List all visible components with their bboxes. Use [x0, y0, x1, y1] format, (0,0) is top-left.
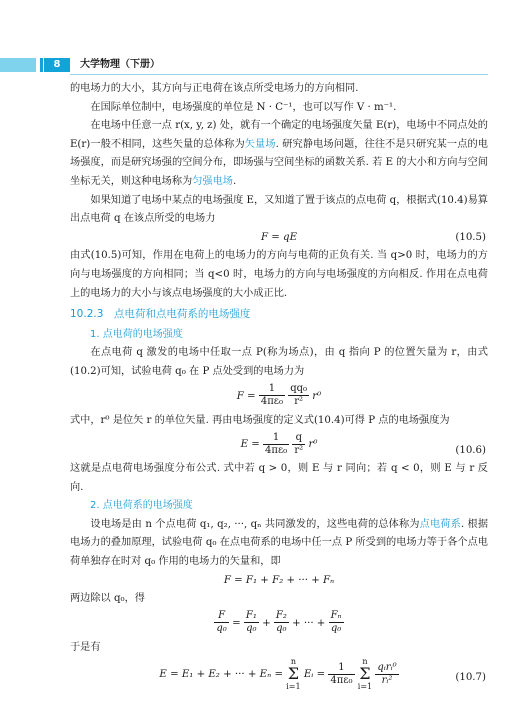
numerator: 1 — [328, 662, 354, 675]
equation-10-6 — [70, 430, 488, 460]
denominator: r² — [294, 396, 304, 407]
equation-number: (10.6) — [455, 445, 486, 457]
equation-force — [70, 382, 488, 412]
fraction — [259, 383, 285, 408]
section-heading: 10.2.3 点电荷和点电荷系的电场强度 — [70, 308, 251, 321]
paragraph: 如果知道了电场中某点的电场强度 E，又知道了置于该点的点电荷 q，根据式(10.4)易算出点电荷 q 在该点所受的电场力 — [70, 194, 488, 225]
sum-term: Eᵢ — [303, 669, 314, 681]
page-number: 8 — [44, 58, 70, 72]
sum-upper: n — [290, 657, 296, 667]
header-rule — [70, 74, 488, 75]
numerator: 1 — [263, 432, 289, 445]
term-uniform-field: 匀强电场 — [192, 175, 233, 187]
operator: + ··· + — [292, 617, 326, 629]
denominator: q₀ — [330, 623, 342, 635]
fraction — [375, 662, 398, 687]
denominator: r² — [294, 444, 304, 456]
eq-lhs: F = — [236, 390, 256, 402]
subsection-heading: 1. 点电荷的电场强度 — [90, 328, 183, 340]
fraction — [328, 662, 354, 687]
operator: = — [232, 617, 241, 629]
denominator: 4πε₀ — [330, 674, 353, 686]
text: 在电场中任意一点 r(x, y, z) 处，就有一个确定的电场强度矢量 E(r)，电场中不同点处的 E(r)一般不相同，这些矢量的总体称为 — [70, 120, 488, 150]
summation: n Σ i=1 — [286, 657, 301, 692]
operator: + — [262, 617, 271, 629]
equation-10-5 — [70, 229, 488, 248]
operator: = — [316, 669, 326, 681]
text: . 根据电场力的叠加原理，试验电荷 q₀ 在点电荷系的电场中任一点 P 所受到的电场力等于各个点电荷单独存在时对 q₀ 作用的电场力的矢量和，即 — [70, 518, 489, 568]
paragraph — [70, 516, 488, 572]
denominator: rᵢ² — [381, 674, 393, 686]
fraction — [244, 610, 259, 635]
paragraph: 在点电荷 q 激发的电场中任取一点 P(称为场点)，由 q 指向 P 的位置矢量为 r，由式(10.2)可知，试验电荷 q₀ 在 P 点处受到的电场力为 — [70, 347, 488, 377]
text: . — [233, 175, 237, 187]
denominator: 4πε₀ — [265, 444, 288, 456]
page-body — [70, 80, 488, 691]
denominator: 4πε₀ — [260, 396, 283, 407]
denominator: q₀ — [216, 623, 227, 635]
equation-10-7 — [70, 657, 488, 691]
text: . 研究静电场问题，往往不是只研究某一点的电场强度，而是研究场强的空间分布，即场强与空间坐标的函数关系. 若 E 的大小和方向与空间坐标无关，则这种电场称为 — [70, 138, 488, 187]
paragraph — [70, 117, 488, 191]
term-charge-system: 点电荷系 — [419, 518, 461, 530]
equation-divided — [70, 609, 488, 639]
sum-lower: i=1 — [286, 682, 301, 692]
paragraph: 的电场力的大小，其方向与正电荷在该点所受电场力的方向相同. — [70, 83, 359, 94]
header-accent-stripe — [0, 58, 36, 72]
paragraph: 这就是点电荷电场强度分布公式. 式中若 q > 0，则 E 与 r 同向；若 q < 0，则 E 与 r 反向. — [70, 463, 488, 493]
sum-upper: n — [362, 657, 368, 667]
numerator: q — [292, 432, 305, 445]
paragraph: 于是有 — [70, 641, 101, 653]
page-header — [0, 58, 520, 72]
equation-text: F = F₁ + F₂ + ··· + Fₙ — [223, 574, 335, 586]
numerator: F₁ — [245, 610, 257, 622]
numerator: 1 — [259, 383, 285, 396]
numerator: Fₙ — [330, 610, 342, 622]
equation-text: F = qE — [260, 231, 298, 243]
fraction — [263, 432, 289, 457]
numerator: qq₀ — [290, 383, 308, 394]
term-vector-field: 矢量场 — [244, 138, 276, 150]
summation: n Σ i=1 — [357, 657, 373, 692]
fraction — [329, 610, 344, 635]
denominator: q₀ — [246, 623, 257, 635]
header-accent-bar — [40, 58, 43, 72]
fraction — [288, 383, 309, 408]
subsection-heading: 2. 点电荷系的电场强度 — [90, 500, 193, 512]
paragraph: 式中，r⁰ 是位矢 r 的单位矢量. 再由电场强度的定义式(10.4)可得 P 点的电场强度为 — [70, 414, 450, 426]
numerator: qᵢrᵢ⁰ — [377, 661, 397, 673]
book-title: 大学物理（下册） — [80, 59, 160, 70]
eq-tail: r⁰ — [312, 390, 322, 402]
fraction — [214, 610, 228, 635]
equation-number: (10.5) — [455, 231, 486, 243]
sum-lower: i=1 — [357, 682, 373, 692]
paragraph: 在国际单位制中，电场强度的单位是 N · C⁻¹，也可以写作 V · m⁻¹. — [90, 101, 397, 113]
denominator: q₀ — [276, 623, 287, 635]
fraction — [292, 432, 305, 457]
equation-number: (10.7) — [455, 672, 486, 684]
eq-lhs: E = E₁ + E₂ + ··· + Eₙ = — [159, 669, 283, 681]
eq-tail: r⁰ — [308, 439, 318, 451]
eq-lhs: E = — [240, 439, 260, 451]
numerator: F — [214, 610, 228, 623]
paragraph: 两边除以 q₀，得 — [70, 593, 145, 605]
paragraph: 由式(10.5)可知，作用在电荷上的电场力的方向与电荷的正负有关. 当 q>0 时，电场力的方向与电场强度的方向相同；当 q<0 时，电场力的方向与电场强度的方向相反. 作用在点电荷上的电场力的大小与该点电场强度的大小成正比. — [70, 250, 488, 299]
numerator: F₂ — [275, 610, 287, 622]
fraction — [274, 610, 289, 635]
text: 设电场是由 n 个点电荷 q₁, q₂, ···, qₙ 共同激发的，这些电荷的总体称为 — [90, 518, 420, 530]
equation-force-sum — [70, 572, 488, 591]
